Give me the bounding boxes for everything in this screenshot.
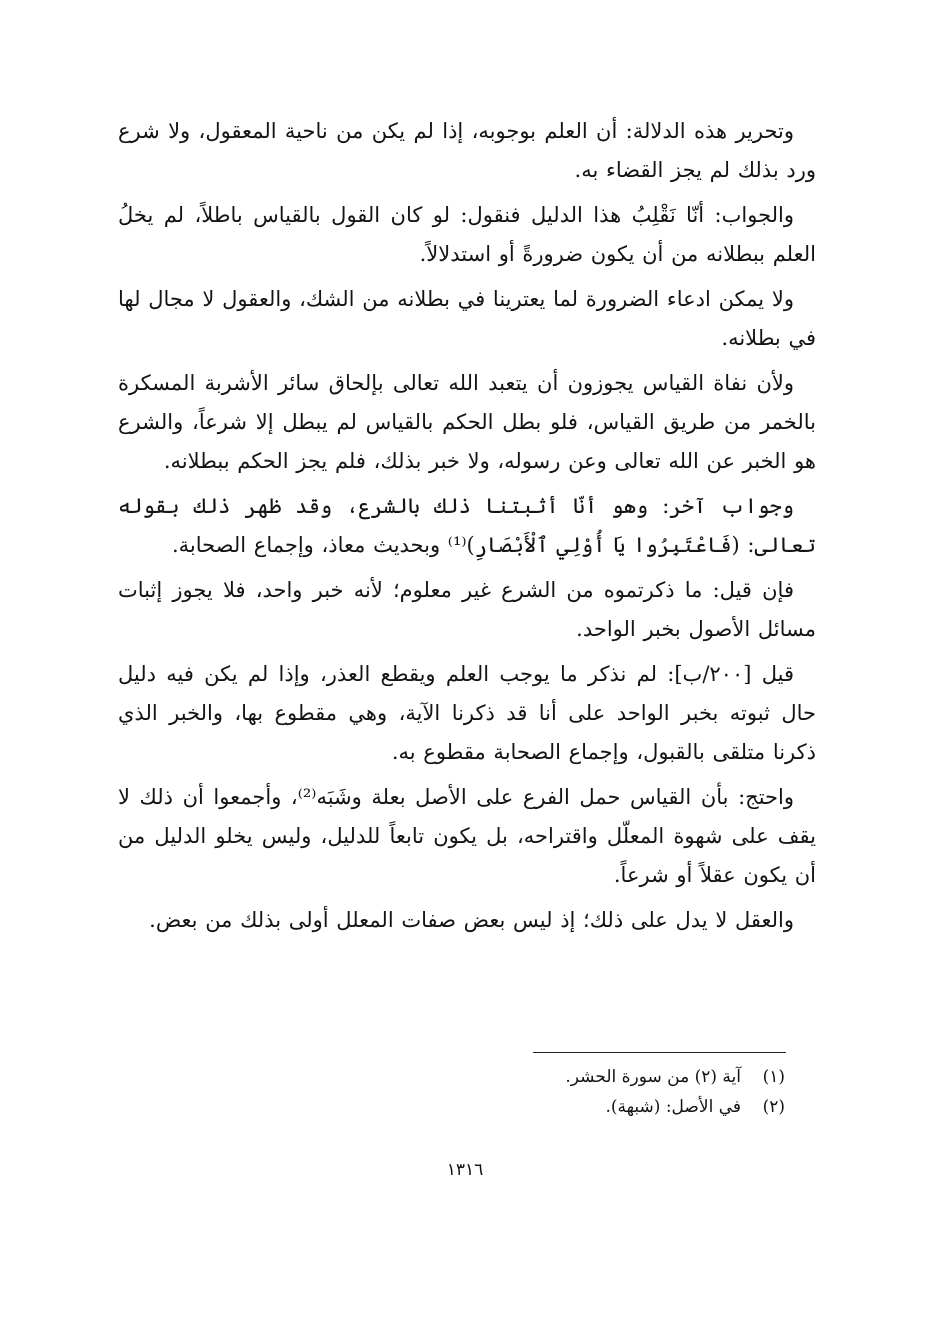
paragraph-4: ولأن نفاة القياس يجوزون أن يتعبد الله تعالى بإلحاق سائر الأشربة المسكرة بالخمر من طريق القياس، فلو بطل الحكم بالقياس لم يبطل إلا شرعاً، والشرع هو الخبر عن الله تعالى وعن رسوله، ولا خبر بذلك، فلم يجز الحكم ببطلانه. xyxy=(118,371,816,473)
page-number: ١٣١٦ xyxy=(446,1160,484,1180)
paragraph-8: واحتج: بأن القياس حمل الفرع على الأصل بعلة وشَبَه⁽²⁾، وأجمعوا أن ذلك لا يقف على شهوة المعلّل واقتراحه، بل يكون تابعاً للدليل، وليس يخلو الدليل من أن يكون عقلاً أو شرعاً. xyxy=(118,785,816,887)
paragraph-5: وجواب آخر: وهو أنّا أثبتنا ذلك بالشرع، وقد ظهر ذلك بقوله تعالى: (فَاعْتَبِرُوا يَا أُوْلِي ٱلْأَبْصَارِ)⁽¹⁾ وبحديث معاذ، وإجماع الصحابة. xyxy=(118,494,816,557)
footnote-2 xyxy=(330,1092,785,1122)
paragraph-3: ولا يمكن ادعاء الضرورة لما يعترينا في بطلانه من الشك، والعقول لا مجال لها في بطلانه. xyxy=(118,287,816,350)
footnote-separator xyxy=(533,1052,786,1053)
footnote-text: في الأصل: (شبهة). xyxy=(605,1097,741,1117)
paragraph-1: وتحرير هذه الدلالة: أن العلم بوجوبه، إذا لم يكن من ناحية المعقول، ولا شرع ورد بذلك لم يجز القضاء به. xyxy=(118,119,816,182)
paragraph-2: والجواب: أنّا نَقْلِبُ هذا الدليل فنقول: لو كان القول بالقياس باطلاً، لم يخلُ العلم ببطلانه من أن يكون ضرورةً أو استدلالاً. xyxy=(118,203,816,266)
paragraph-6: فإن قيل: ما ذكرتموه من الشرع غير معلوم؛ لأنه خبر واحد، فلا يجوز إثبات مسائل الأصول بخبر الواحد. xyxy=(118,578,816,641)
footnote-marker: (١) xyxy=(762,1067,785,1087)
footnote-marker: (٢) xyxy=(762,1097,785,1117)
footnote-text: آية (٢) من سورة الحشر. xyxy=(565,1067,741,1087)
paragraph-7: قيل [٢٠٠/ب]: لم نذكر ما يوجب العلم ويقطع العذر، وإذا لم يكن فيه دليل حال ثبوته بخبر الواحد على أنا قد ذكرنا الآية، وهي مقطوع بها، والخبر الذي ذكرنا متلقى بالقبول، وإجماع الصحابة مقطوع به. xyxy=(118,662,816,764)
paragraph-9: والعقل لا يدل على ذلك؛ إذ ليس بعض صفات المعلل أولى بذلك من بعض. xyxy=(149,908,794,932)
body-text xyxy=(118,112,816,940)
footnote-1 xyxy=(330,1062,785,1092)
footnotes xyxy=(330,1062,785,1122)
